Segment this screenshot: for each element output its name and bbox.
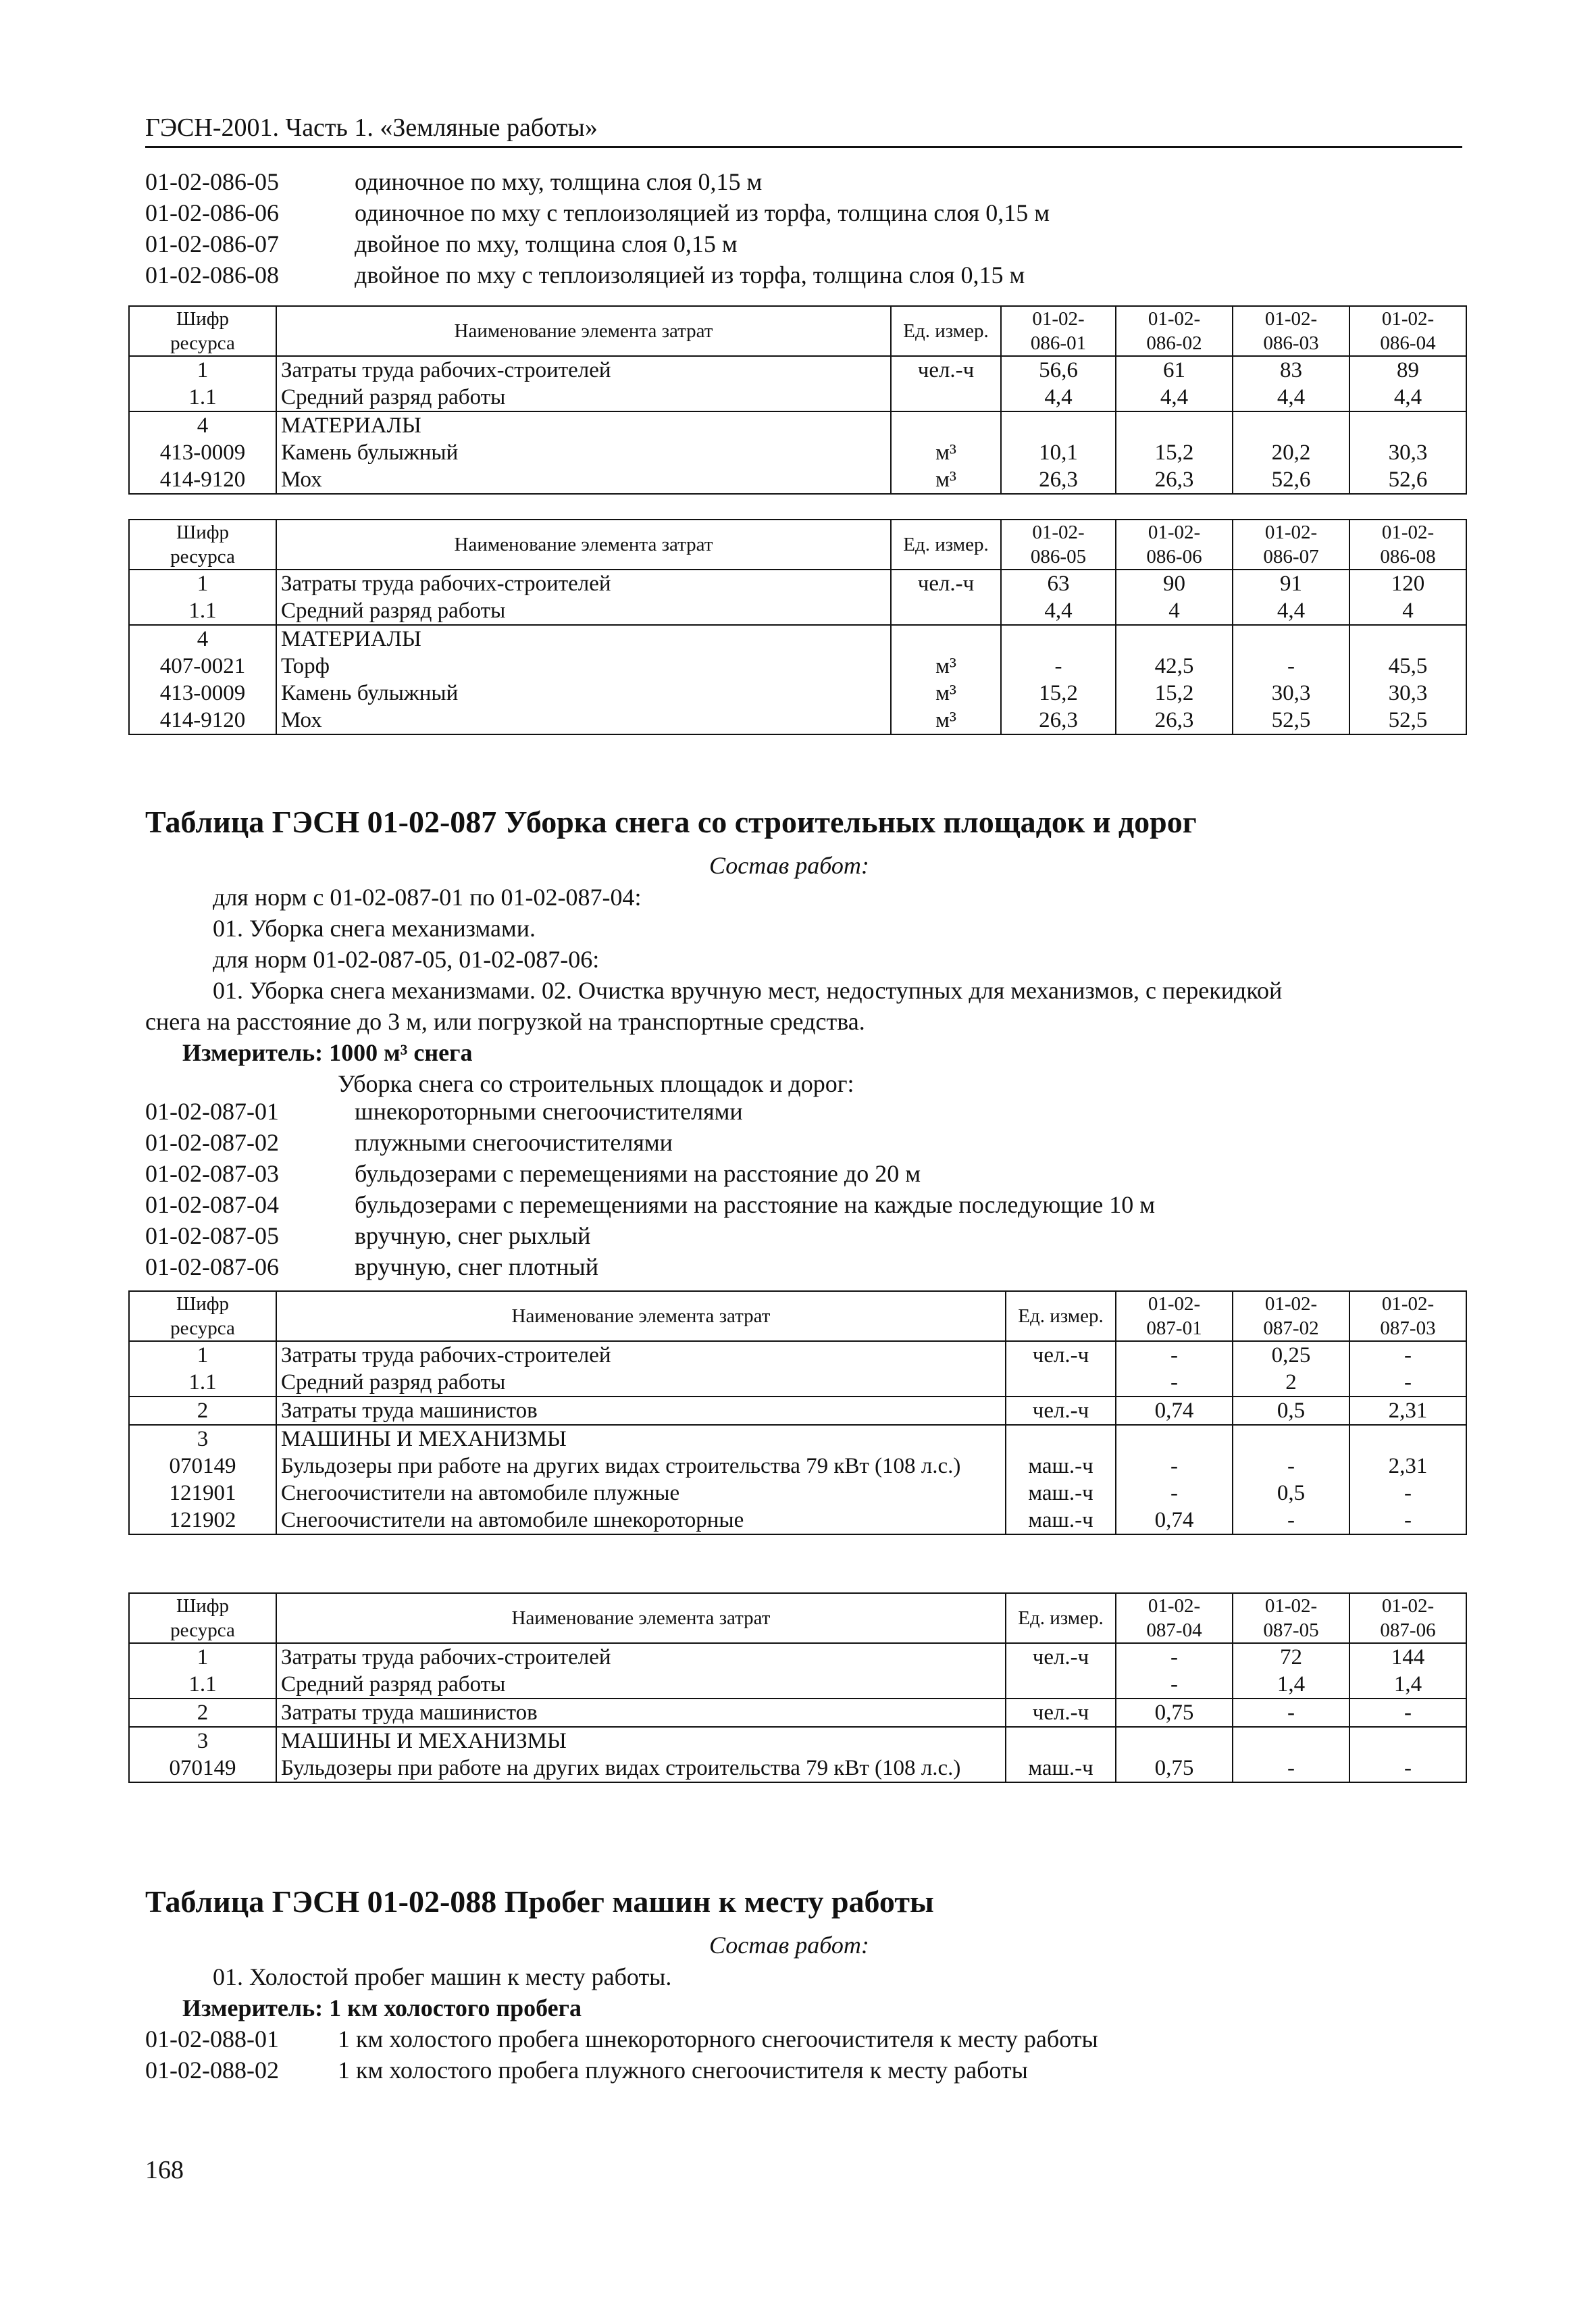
section-title-088: Таблица ГЭСН 01-02-088 Пробег машин к месту работы <box>145 1884 934 1919</box>
description: одиночное по мху с теплоизоляцией из торфа, толщина слоя 0,15 м <box>355 199 1050 226</box>
table-header-row <box>129 1291 1466 1341</box>
header-norm-code: 01-02- 087-01 <box>1116 1291 1233 1341</box>
resource-table-087-2 <box>128 1592 1467 1783</box>
code: 01-02-086-05 <box>145 168 279 195</box>
work-composition-label: Состав работ: <box>709 852 869 879</box>
list-item: 01-02-087-02 плужными снегоочистителями <box>145 1129 673 1156</box>
header-norm-code: 01-02- 086-03 <box>1233 306 1349 356</box>
page-number: 168 <box>145 2156 184 2184</box>
top-code-list <box>145 166 1050 291</box>
header-code: Шифр ресурса <box>129 1593 276 1643</box>
list-item: 01-02-087-01 шнекороторными снегоочистителями <box>145 1098 743 1125</box>
table-header-row <box>129 520 1466 570</box>
table-row: 121902 Снегоочистители на автомобиле шнекороторные маш.-ч 0,74 - - <box>129 1507 1466 1534</box>
page-header: ГЭСН-2001. Часть 1. «Земляные работы» <box>145 111 1462 148</box>
header-norm-code: 01-02- 086-05 <box>1001 520 1116 570</box>
header-norm-code: 01-02- 087-03 <box>1349 1291 1466 1341</box>
list-item: 01-02-087-04 бульдозерами с перемещениями на расстояние на каждые последующие 10 м <box>145 1191 1155 1218</box>
table-row: 1 Затраты труда рабочих-строителей чел.-ч 63 90 91 120 <box>129 570 1466 597</box>
list-item <box>145 228 1050 259</box>
header-norm-code: 01-02- 086-06 <box>1116 520 1233 570</box>
table-row: 413-0009 Камень булыжный м³ 15,2 15,2 30,3 30,3 <box>129 680 1466 707</box>
table-row: 121901 Снегоочистители на автомобиле плужные маш.-ч - 0,5 - <box>129 1480 1466 1507</box>
section-title-087: Таблица ГЭСН 01-02-087 Уборка снега со строительных площадок и дорог <box>145 805 1197 839</box>
list-item <box>145 259 1050 291</box>
header-code: Шифр ресурса <box>129 306 276 356</box>
table-row: 414-9120 Мох м³ 26,3 26,3 52,5 52,5 <box>129 707 1466 734</box>
table-row: 4 МАТЕРИАЛЫ <box>129 625 1466 653</box>
header-norm-code: 01-02- 086-08 <box>1349 520 1466 570</box>
list-item: 01-02-087-03 бульдозерами с перемещениями на расстояние до 20 м <box>145 1160 921 1187</box>
description: одиночное по мху, толщина слоя 0,15 м <box>355 168 763 195</box>
resource-table-086-2 <box>128 519 1467 735</box>
header-name: Наименование элемента затрат <box>276 306 891 356</box>
header-name: Наименование элемента затрат <box>276 1593 1006 1643</box>
list-item: 01-02-087-05 вручную, снег рыхлый <box>145 1222 591 1249</box>
table-header-row <box>129 306 1466 356</box>
table-row: 070149 Бульдозеры при работе на других видах строительства 79 кВт (108 л.с.) маш.-ч 0,75 - - <box>129 1755 1466 1782</box>
code: 01-02-086-07 <box>145 230 279 257</box>
table-row: 413-0009 Камень булыжный м³ 10,1 15,2 20,2 30,3 <box>129 439 1466 466</box>
table-row: 4 МАТЕРИАЛЫ <box>129 411 1466 439</box>
description: двойное по мху с теплоизоляцией из торфа, толщина слоя 0,15 м <box>355 261 1025 288</box>
list-item <box>145 197 1050 228</box>
section-088-text: 01. Холостой пробег машин к месту работы. Измеритель: 1 км холостого пробега <box>145 1961 1462 2023</box>
list-item: 01-02-088-01 1 км холостого пробега шнекороторного снегоочистителя к месту работы <box>145 2026 1098 2053</box>
table-row: 1 Затраты труда рабочих-строителей чел.-ч 56,6 61 83 89 <box>129 356 1466 384</box>
header-code: Шифр ресурса <box>129 1291 276 1341</box>
resource-table-087-1 <box>128 1290 1467 1535</box>
header-norm-code: 01-02- 087-05 <box>1233 1593 1349 1643</box>
table-row: 407-0021 Торф м³ - 42,5 - 45,5 <box>129 653 1466 680</box>
description: двойное по мху, толщина слоя 0,15 м <box>355 230 738 257</box>
header-unit: Ед. измер. <box>891 520 1001 570</box>
table-row: 1.1 Средний разряд работы - 1,4 1,4 <box>129 1671 1466 1699</box>
header-code: Шифр ресурса <box>129 520 276 570</box>
header-norm-code: 01-02- 087-02 <box>1233 1291 1349 1341</box>
table-row: 1 Затраты труда рабочих-строителей чел.-ч - 0,25 - <box>129 1341 1466 1369</box>
header-unit: Ед. измер. <box>1006 1593 1116 1643</box>
header-norm-code: 01-02- 086-07 <box>1233 520 1349 570</box>
table-row: 1 Затраты труда рабочих-строителей чел.-ч - 72 144 <box>129 1643 1466 1671</box>
header-norm-code: 01-02- 086-01 <box>1001 306 1116 356</box>
table-row: 3 МАШИНЫ И МЕХАНИЗМЫ <box>129 1425 1466 1453</box>
table-row: 2 Затраты труда машинистов чел.-ч 0,75 - - <box>129 1699 1466 1727</box>
header-norm-code: 01-02- 087-06 <box>1349 1593 1466 1643</box>
section-087-text: для норм с 01-02-087-01 по 01-02-087-04: 01. Уборка снега механизмами. для норм 01-02-087-05, 01-02-087-06: 01. Уборка снега механизмами. 02. Очистка вручную мест, недоступных для механизмов, с перекидкой снега на расстояние до 3 м, или погрузкой на транспортные средства. Измеритель: 1000 м³ снега Уборка снега со строительных площадок и дорог: <box>145 882 1462 1099</box>
code: 01-02-086-06 <box>145 199 279 226</box>
table-row: 1.1 Средний разряд работы 4,4 4 4,4 4 <box>129 597 1466 625</box>
table-row: 1.1 Средний разряд работы 4,4 4,4 4,4 4,4 <box>129 384 1466 411</box>
header-name: Наименование элемента затрат <box>276 1291 1006 1341</box>
table-row: 3 МАШИНЫ И МЕХАНИЗМЫ <box>129 1727 1466 1755</box>
header-unit: Ед. измер. <box>891 306 1001 356</box>
code: 01-02-086-08 <box>145 261 279 288</box>
table-row: 2 Затраты труда машинистов чел.-ч 0,74 0,5 2,31 <box>129 1397 1466 1425</box>
header-unit: Ед. измер. <box>1006 1291 1116 1341</box>
list-item: 01-02-087-06 вручную, снег плотный <box>145 1253 598 1280</box>
measure-unit: Измеритель: 1 км холостого пробега <box>182 1994 582 2021</box>
table-row: 1.1 Средний разряд работы - 2 - <box>129 1369 1466 1397</box>
list-item: 01-02-088-02 1 км холостого пробега плужного снегоочистителя к месту работы <box>145 2057 1028 2084</box>
measure-unit: Измеритель: 1000 м³ снега <box>182 1039 473 1066</box>
header-norm-code: 01-02- 087-04 <box>1116 1593 1233 1643</box>
table-header-row <box>129 1593 1466 1643</box>
section-088-code-list <box>145 2023 1098 2086</box>
header-name: Наименование элемента затрат <box>276 520 891 570</box>
header-norm-code: 01-02- 086-04 <box>1349 306 1466 356</box>
resource-table-086-1 <box>128 305 1467 495</box>
section-087-code-list <box>145 1096 1155 1282</box>
header-norm-code: 01-02- 086-02 <box>1116 306 1233 356</box>
table-row: 070149 Бульдозеры при работе на других видах строительства 79 кВт (108 л.с.) маш.-ч - - 2,31 <box>129 1453 1466 1480</box>
table-row: 414-9120 Мох м³ 26,3 26,3 52,6 52,6 <box>129 466 1466 494</box>
list-item <box>145 166 1050 197</box>
work-composition-label: Состав работ: <box>709 1932 869 1959</box>
